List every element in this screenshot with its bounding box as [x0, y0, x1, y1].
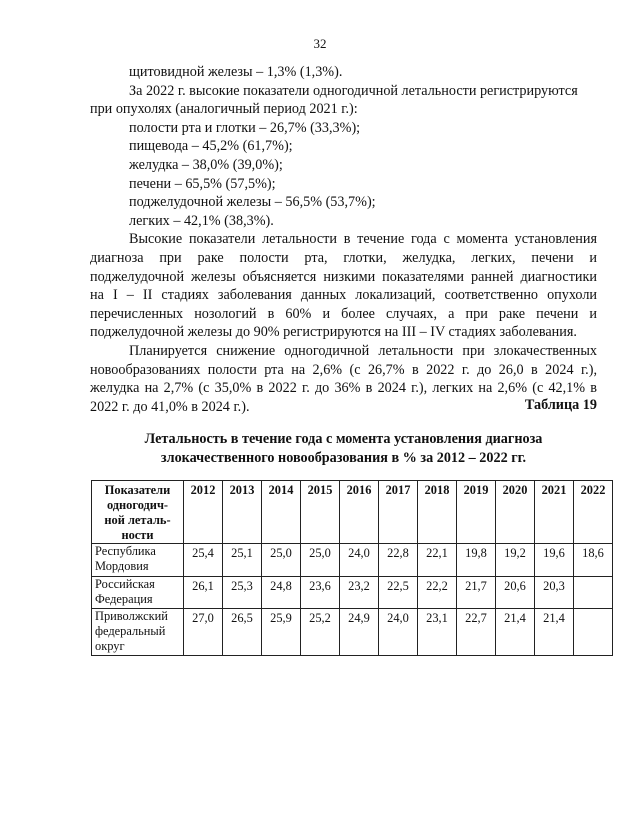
- header-year: 2020: [496, 481, 535, 544]
- table-header-row: [92, 481, 613, 544]
- list-item: поджелудочной железы – 56,5% (53,7%);: [129, 194, 376, 211]
- list-item: пищевода – 45,2% (61,7%);: [129, 138, 293, 155]
- text-line: перечисленных нозологий в 60% и более случаях, а при раке печени и: [90, 305, 597, 322]
- table-cell: 25,4: [184, 544, 223, 577]
- table-cell: 21,4: [535, 609, 574, 656]
- text-line: при опухолях (аналогичный период 2021 г.):: [90, 101, 358, 118]
- text-line: новообразованиях полости рта на 2,6% (с 26,7% в 2022 г. до 26,0 в 2024 г.),: [90, 361, 597, 378]
- table-cell: 19,2: [496, 544, 535, 577]
- header-indicator: Показатели одногодич- ной леталь- ности: [92, 481, 184, 544]
- table-title: [90, 430, 597, 468]
- header-year: 2015: [301, 481, 340, 544]
- table-cell: 24,0: [340, 544, 379, 577]
- table-cell: 25,0: [262, 544, 301, 577]
- table-cell: 25,3: [223, 577, 262, 609]
- header-year: 2018: [418, 481, 457, 544]
- table-cell: 25,1: [223, 544, 262, 577]
- table-row: [92, 577, 613, 609]
- table-cell: [574, 577, 613, 609]
- text-line: поджелудочной железы объясняется низкими показателями ранней диагностики: [90, 268, 597, 285]
- list-item: печени – 65,5% (57,5%);: [129, 175, 276, 192]
- table-title-line: злокачественного новообразования в % за 2012 – 2022 гг.: [160, 450, 527, 466]
- table-cell: 23,6: [301, 577, 340, 609]
- header-year: 2013: [223, 481, 262, 544]
- list-item: легких – 42,1% (38,3%).: [129, 212, 274, 229]
- header-year: 2022: [574, 481, 613, 544]
- table-cell: 24,0: [379, 609, 418, 656]
- table-cell: 25,2: [301, 609, 340, 656]
- text-line: За 2022 г. высокие показатели одногодичной летальности регистрируются: [129, 82, 578, 99]
- header-year: 2014: [262, 481, 301, 544]
- table-cell: 24,8: [262, 577, 301, 609]
- table-cell: 25,9: [262, 609, 301, 656]
- table-cell: 22,8: [379, 544, 418, 577]
- text-line: щитовидной железы – 1,3% (1,3%).: [129, 64, 343, 80]
- text-line: поджелудочной железы до 90% регистрируются на III – IV стадиях заболевания.: [90, 324, 577, 341]
- table-cell: 21,7: [457, 577, 496, 609]
- text-line: Планируется снижение одногодичной летальности при злокачественных: [129, 342, 597, 359]
- table-cell: 18,6: [574, 544, 613, 577]
- table-cell: [574, 609, 613, 656]
- table-cell: 22,7: [457, 609, 496, 656]
- table-row: [92, 609, 613, 656]
- text-line: желудка на 2,7% (с 35,0% в 2022 г. до 36% в 2024 г.), легких на 2,6% (с 42,1% в: [90, 380, 597, 397]
- row-name: Приволжский федеральный округ: [92, 609, 184, 656]
- table-label: Таблица 19: [524, 397, 597, 413]
- table-cell: 23,2: [340, 577, 379, 609]
- header-year: 2016: [340, 481, 379, 544]
- table-cell: 27,0: [184, 609, 223, 656]
- body-text: [90, 63, 597, 416]
- header-year: 2012: [184, 481, 223, 544]
- page-number: 32: [313, 36, 327, 51]
- table-cell: 26,1: [184, 577, 223, 609]
- table-cell: 19,8: [457, 544, 496, 577]
- text-line: Высокие показатели летальности в течение года с момента установления: [129, 231, 597, 248]
- header-year: 2021: [535, 481, 574, 544]
- text-line: диагноза при раке полости рта, глотки, желудка, легких, печени и: [90, 249, 597, 266]
- table-cell: 22,5: [379, 577, 418, 609]
- table-cell: 20,6: [496, 577, 535, 609]
- row-name: Российская Федерация: [92, 577, 184, 609]
- table-cell: 24,9: [340, 609, 379, 656]
- mortality-table: [91, 480, 613, 656]
- header-year: 2019: [457, 481, 496, 544]
- row-name: Республика Мордовия: [92, 544, 184, 577]
- table-cell: 25,0: [301, 544, 340, 577]
- table-cell: 22,1: [418, 544, 457, 577]
- text-line: 2022 г. до 41,0% в 2024 г.).: [90, 398, 250, 415]
- table-title-line: Летальность в течение года с момента установления диагноза: [144, 431, 543, 447]
- list-item: желудка – 38,0% (39,0%);: [129, 156, 283, 173]
- table-row: [92, 544, 613, 577]
- table-cell: 22,2: [418, 577, 457, 609]
- list-item: полости рта и глотки – 26,7% (33,3%);: [129, 119, 361, 136]
- header-year: 2017: [379, 481, 418, 544]
- table-cell: 19,6: [535, 544, 574, 577]
- table-cell: 26,5: [223, 609, 262, 656]
- text-line: на I – II стадиях заболевания данных локализаций, соответственно опухоли: [90, 287, 597, 304]
- table-cell: 23,1: [418, 609, 457, 656]
- table-cell: 21,4: [496, 609, 535, 656]
- table-cell: 20,3: [535, 577, 574, 609]
